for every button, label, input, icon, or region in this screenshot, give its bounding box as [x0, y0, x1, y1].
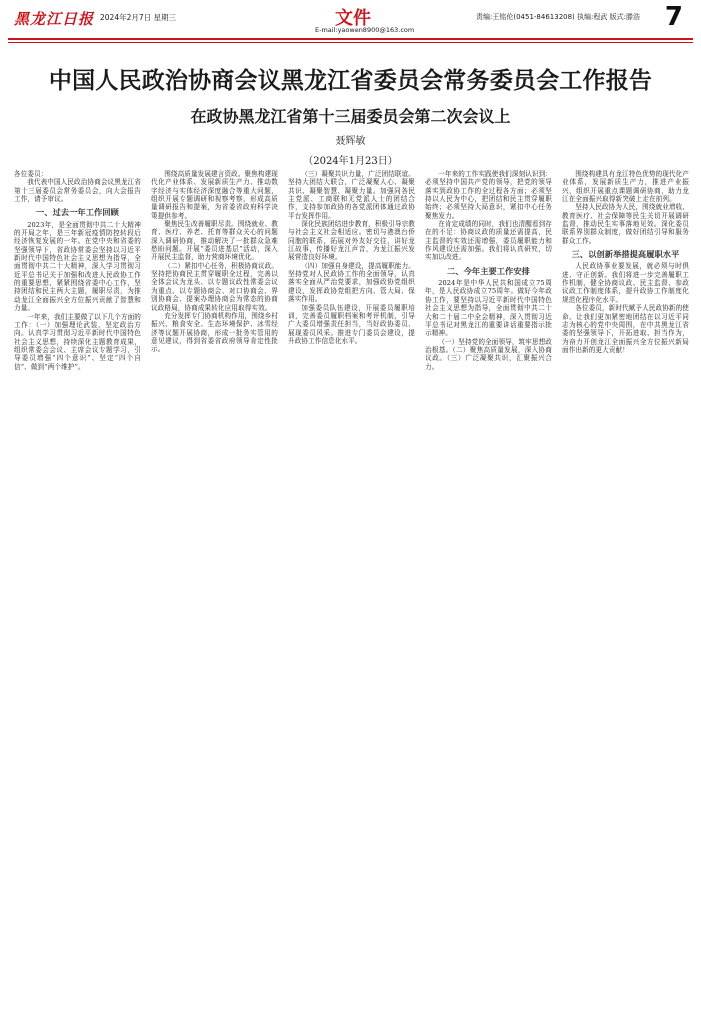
paragraph: 各位委员，新时代赋予人民政协新的使命。让我们更加紧密地团结在以习近平同志为核心的党中央周围，在中共黑龙江省委的坚强领导下，开拓进取、担当作为，为奋力开创龙江全面振兴全方位振兴新局面作出新的更大贡献！	[562, 304, 689, 354]
paragraph: 深化民族团结进步教育，积极引导宗教与社会主义社会相适应。密切与港澳台侨同胞的联系，拓展对外友好交往，讲好龙江故事，传播好龙江声音，为龙江振兴发展营造良好环境。	[288, 220, 415, 262]
paragraph: （四）加强自身建设，提高履职能力。坚持党对人民政协工作的全面领导，认真落实全面从严治党要求，加强政协党组织建设，发挥政协党组把方向、管大局、保落实作用。	[288, 261, 415, 304]
column-5	[562, 170, 689, 1018]
section-heading: 二、今年主要工作安排	[447, 265, 530, 276]
issue-date: 2024年2月7日 星期三	[100, 13, 177, 22]
paragraph: 加强委员队伍建设，开展委员履职培训，完善委员履职档案和考评机制，引导广大委员增强责任担当，当好政协委员、展现委员风采。推进专门委员会建设，提升政协工作信息化水平。	[288, 303, 415, 345]
paragraph: 聚焦民生改善履职尽责。围绕就业、教育、医疗、养老、托育等群众关心的问题深入调研协商，推动解决了一批群众急难愁盼问题。开展“委员进基层”活动，深入开展民主监督，助力营商环境优化。	[151, 220, 278, 262]
paragraph: 围绕构建具有龙江特色优势的现代化产业体系，发展新质生产力，推进产业振兴，组织开展重点课题调研协商，助力龙江在全面振兴取得新突破上走在前列。	[562, 170, 689, 204]
paragraph: 2024年是中华人民共和国成立75周年，是人民政协成立75周年。做好今年政协工作，要坚持以习近平新时代中国特色社会主义思想为指导，全面贯彻中共二十大和二十届二中全会精神，深入贯彻习近平总书记对黑龙江的重要讲话重要指示批示精神。	[425, 279, 552, 338]
paragraph: 围绕高质量发展建言资政。聚焦构建现代化产业体系、发展新质生产力、推动数字经济与实体经济深度融合等重大问题，组织开展专题调研和视察考察，形成高质量调研报告和提案，为省委省政府科学决策提供参考。	[151, 170, 278, 220]
editors-credit: 责编:王铭伦(0451-84613208) 执编:程武 版式:滕浩	[476, 13, 640, 21]
masthead	[8, 4, 693, 38]
column-1	[14, 170, 141, 1018]
column-3	[288, 170, 415, 1018]
paragraph: 一年来的工作实践使我们深刻认识到：必须坚持中国共产党的领导，把党的领导落实到政协工作的全过程各方面；必须坚持以人民为中心，把团结和民主贯穿履职始终；必须坚持大局意识，紧扣中心任务聚焦发力。	[425, 170, 552, 220]
paragraph: （二）紧扣中心任务，积极协商议政。坚持把协商民主贯穿履职全过程，完善以全体会议为龙头、以专题议政性常委会议为重点、以专题协商会、对口协商会、界别协商会、提案办理协商会为常态的协商议政格局，协商成果转化应用取得实效。	[151, 261, 278, 312]
paragraph: 充分发挥专门协商机构作用，围绕乡村振兴、粮食安全、生态环境保护、冰雪经济等议题开展协商，形成一批务实管用的意见建议，得到省委省政府领导肯定性批示。	[151, 311, 278, 354]
section-email: E-mail:yaowen8900@163.com	[315, 26, 415, 34]
paragraph: （一）坚持党的全面领导，筑牢思想政治根基。（二）聚焦高质量发展，深入协商议政。（三）广泛凝聚共识，汇聚振兴合力。	[425, 337, 552, 371]
article-subhead: 在政协黑龙江省第十三届委员会第二次会议上	[190, 107, 511, 126]
paragraph: 我代表中国人民政治协商会议黑龙江省第十三届委员会常务委员会，向大会报告工作，请予审议。	[14, 178, 141, 204]
masthead-rule-thin	[8, 42, 693, 43]
section-heading: 三、以创新举措提高履职水平	[571, 249, 680, 260]
column-2	[151, 170, 278, 1018]
article-dateline: （2024年1月23日）	[303, 156, 398, 167]
salutation: 各位委员：	[14, 170, 48, 178]
paragraph: 2023年，是全面贯彻中共二十大精神的开局之年，是三年新冠疫情防控转段后经济恢复发展的一年。在党中央和省委的坚强领导下，省政协常委会坚持以习近平新时代中国特色社会主义思想为指导，全面贯彻中共二十大精神，深入学习贯彻习近平总书记关于加强和改进人民政协工作的重要思想，紧紧围绕省委中心工作，坚持团结和民主两大主题，履职尽责，为推动龙江全面振兴全方位振兴贡献了智慧和力量。	[14, 220, 141, 313]
section-heading: 一、过去一年工作回顾	[36, 207, 119, 218]
paragraph: 人民政协事业要发展，就必须与时俱进、守正创新。我们将进一步完善履职工作机制，健全协商议政、民主监督、参政议政工作制度体系，提升政协工作制度化规范化程序化水平。	[562, 262, 689, 304]
masthead-rule-thick	[8, 38, 693, 40]
column-4	[425, 170, 552, 1018]
article-author: 聂辉敏	[335, 136, 366, 147]
paragraph: 一年来，我们主要做了以下几个方面的工作：（一）加强理论武装，坚定政治方向。认真学习贯彻习近平新时代中国特色社会主义思想，持续深化主题教育成果，组织常委会会议、主席会议专题学习，引导委员增强“四个意识”、坚定“四个自信”、做到“两个维护”。	[14, 312, 141, 371]
section-title: 文件	[335, 8, 371, 29]
paragraph: 在肯定成绩的同时，我们也清醒看到存在的不足：协商议政的质量还需提高，民主监督的实效还需增强，委员履职能力和作风建设还需加强。我们将认真研究，切实加以改进。	[425, 220, 552, 262]
article-body	[14, 170, 689, 1018]
paragraph: 坚持人民政协为人民，围绕就业增收、教育医疗、社会保障等民生关切开展调研监督，推动民生实事落地见效。深化委员联系界别群众制度，做好团结引导和服务群众工作。	[562, 203, 689, 245]
newspaper-logo: 黑龙江日报	[14, 10, 95, 28]
page-number: 7	[664, 2, 683, 32]
paragraph: （三）凝聚共识力量，广泛团结联谊。坚持大团结大联合，广泛凝聚人心、凝聚共识、凝聚智慧、凝聚力量。加强同各民主党派、工商联和无党派人士的团结合作，支持参加政协的各党派团体通过政协平台发挥作用。	[288, 170, 415, 220]
article-headline: 中国人民政治协商会议黑龙江省委员会常务委员会工作报告	[48, 68, 653, 94]
